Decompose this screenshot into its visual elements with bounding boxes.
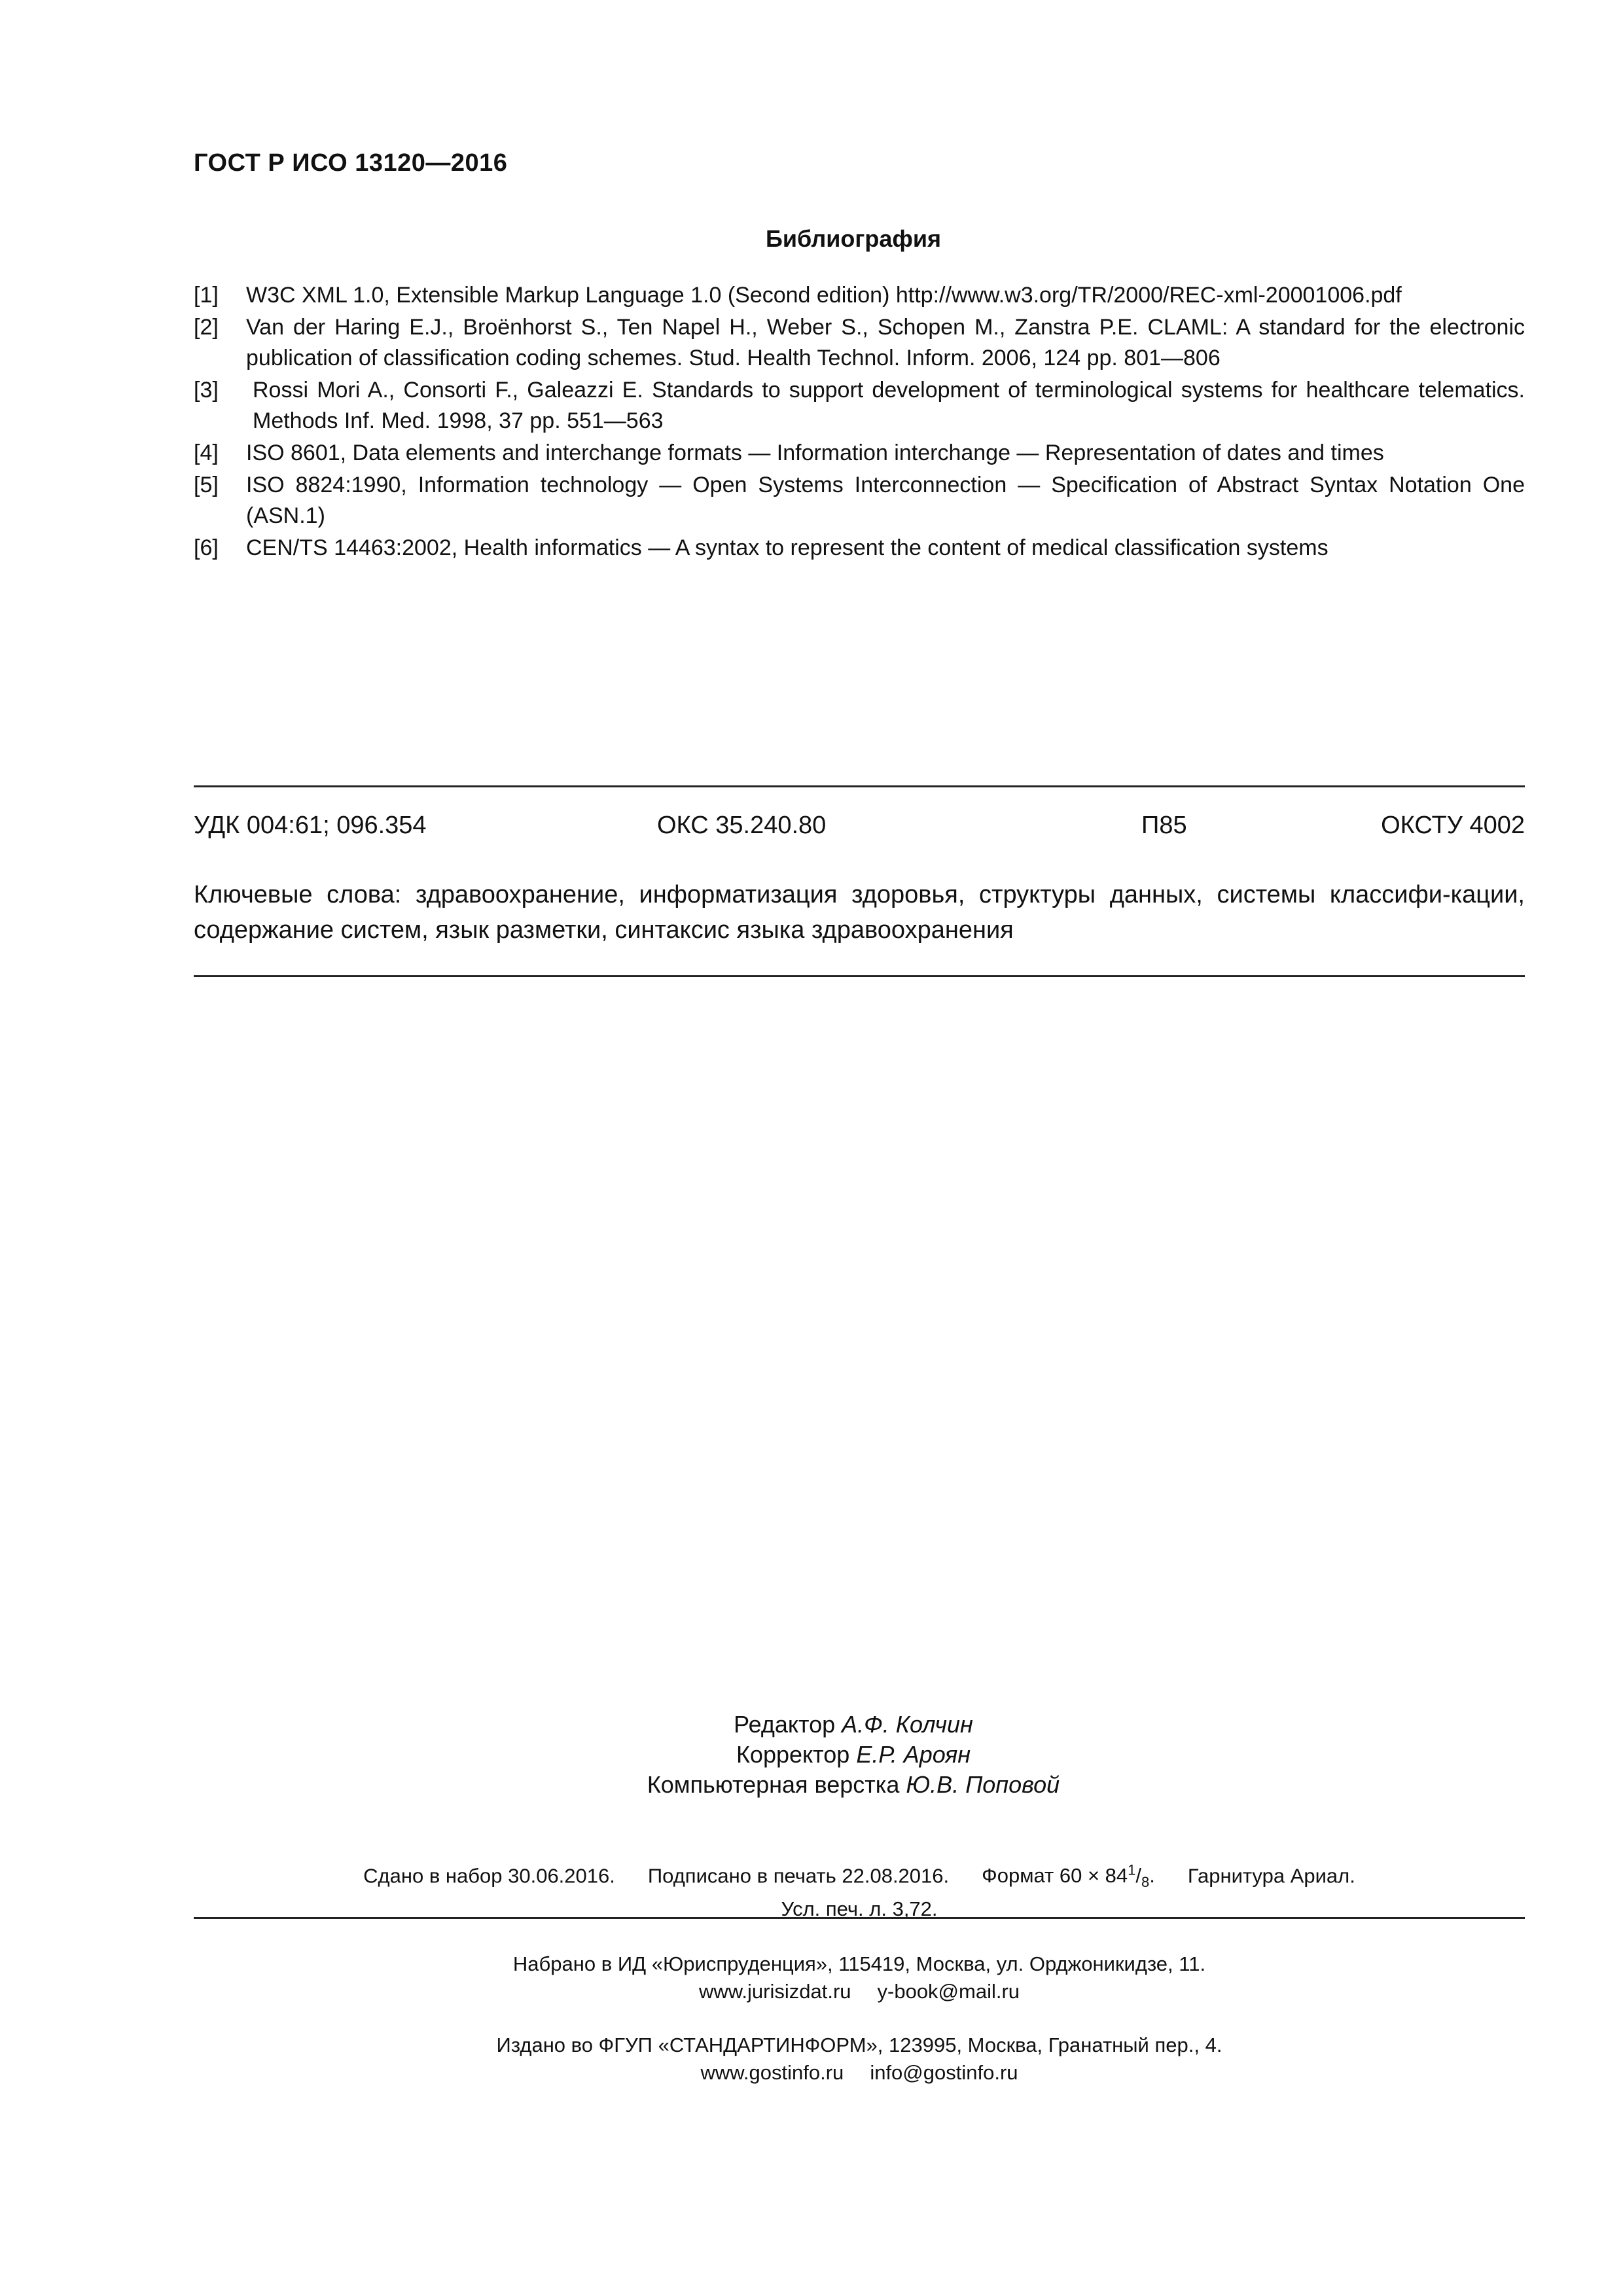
submitted-date: Сдано в набор 30.06.2016. <box>363 1864 615 1888</box>
bibliography-list <box>194 280 1525 565</box>
typeface: Гарнитура Ариал. <box>1187 1864 1355 1888</box>
entry-text: CEN/TS 14463:2002, Health informatics — A syntax to represent the content of medical classification systems <box>246 535 1329 560</box>
typeset-by: Набрано в ИД «Юриспруденция», 115419, Москва, ул. Орджоникидзе, 11. <box>512 1952 1206 1975</box>
corrector-name: Е.Р. Ароян <box>856 1741 971 1768</box>
layout-label: Компьютерная верстка <box>647 1771 900 1798</box>
divider-keywords <box>194 975 1525 977</box>
published-site-link[interactable]: www.gostinfo.ru <box>700 2061 844 2084</box>
corrector-line <box>0 1740 1623 1770</box>
entry-number: [5] <box>194 473 219 497</box>
corrector-label: Корректор <box>736 1741 850 1768</box>
typeset-site-link[interactable]: www.jurisizdat.ru <box>698 1980 851 2003</box>
publisher-info <box>194 1950 1525 2113</box>
udk-code: УДК 004:61; 096.354 <box>194 812 427 839</box>
entry-number: [1] <box>194 283 219 308</box>
editor-line <box>0 1710 1623 1740</box>
p-code: П85 <box>1141 812 1187 839</box>
bibliography-title: Библиография <box>766 225 941 252</box>
entry-text: Van der Haring E.J., Broënhorst S., Ten Napel H., Weber S., Schopen M., Zanstra P.E. CLAML: A standard for the electronic publication of classification coding schemes. Stud. Health Technol. Inform. 2006, 124 pp. 801—806 <box>246 315 1525 370</box>
entry-number: [2] <box>194 315 219 340</box>
format: Формат $60 \times 84^1/_8$. <box>982 1862 1155 1891</box>
bibliography-entry <box>194 533 1525 564</box>
keywords: Ключевые слова: здравоохранение, информатизация здоровья, структуры данных, системы классифи-кации, содержание систем, язык разметки, синтаксис языка здравоохранения <box>194 881 1525 944</box>
divider-top <box>194 785 1525 787</box>
entry-number: [4] <box>194 440 219 465</box>
published-by: Издано во ФГУП «СТАНДАРТИНФОРМ», 123995, Москва, Гранатный пер., 4. <box>496 2034 1222 2056</box>
okstu-code: ОКСТУ 4002 <box>1381 812 1525 839</box>
bibliography-entry <box>194 470 1525 531</box>
print-info <box>194 1857 1525 1922</box>
credits <box>0 1710 1623 1800</box>
published-email-link[interactable]: info@gostinfo.ru <box>870 2061 1018 2084</box>
document-code: ГОСТ Р ИСО 13120—2016 <box>194 149 508 177</box>
editor-name: А.Ф. Колчин <box>842 1711 973 1738</box>
bibliography-entry <box>194 312 1525 374</box>
bibliography-entry <box>194 438 1525 469</box>
layout-line <box>0 1770 1623 1800</box>
entry-text: ISO 8601, Data elements and interchange formats — Information interchange — Representation of dates and times <box>246 440 1384 465</box>
entry-text: Rossi Mori A., Consorti F., Galeazzi E. Standards to support development of terminological systems for healthcare telematics. Methods Inf. Med. 1998, 37 pp. 551—563 <box>253 378 1525 433</box>
signed-date: Подписано в печать 22.08.2016. <box>647 1864 950 1888</box>
layout-name: Ю.В. Поповой <box>906 1771 1060 1798</box>
oks-code: ОКС 35.240.80 <box>657 812 827 839</box>
print-info-line <box>194 1857 1525 1896</box>
divider-bottom <box>194 1917 1525 1919</box>
entry-text: W3C XML 1.0, Extensible Markup Language 1.0 (Second edition) http://www.w3.org/TR/2000/REC-xml-20001006.pdf <box>246 283 1402 308</box>
published-block <box>194 2032 1525 2087</box>
typeset-block <box>194 1950 1525 2005</box>
sheets-count: Усл. печ. л. 3,72. <box>781 1897 938 1920</box>
typeset-email-link[interactable]: y-book@mail.ru <box>877 1980 1020 2003</box>
bibliography-entry <box>194 375 1525 437</box>
entry-number: [6] <box>194 535 219 560</box>
editor-label: Редактор <box>734 1711 836 1738</box>
entry-text: ISO 8824:1990, Information technology — Open Systems Interconnection — Specification of Abstract Syntax Notation One (ASN.1) <box>246 473 1525 528</box>
entry-number: [3] <box>194 378 219 403</box>
classification-row <box>194 812 1525 844</box>
bibliography-entry <box>194 280 1525 311</box>
